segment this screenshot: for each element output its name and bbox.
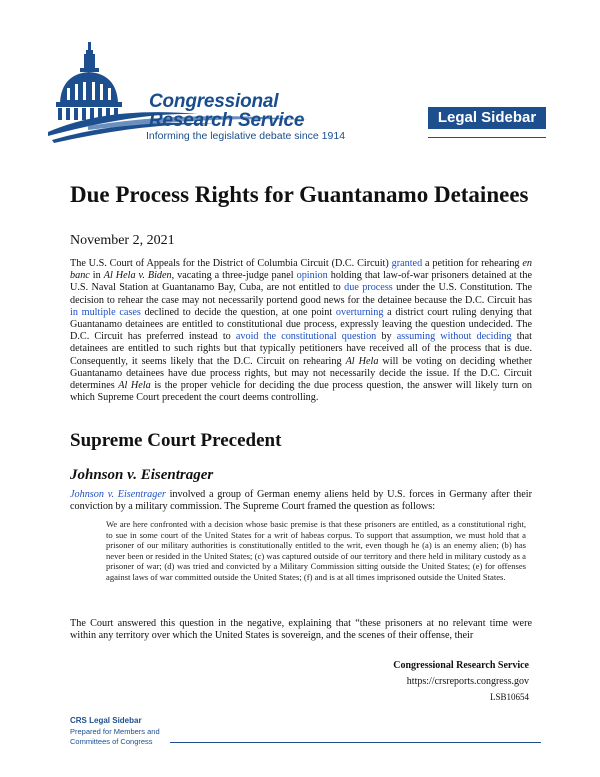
case-name: Al Hela: [345, 355, 379, 367]
case-name: Al Hela v. Biden: [103, 270, 172, 282]
org-name-line1: Congressional: [149, 91, 279, 112]
footer-prepared-line1: Prepared for Members and: [70, 727, 160, 736]
link-avoid-constitutional-question[interactable]: avoid the constitutional question: [235, 331, 377, 343]
footer-url[interactable]: https://crsreports.congress.gov: [406, 676, 529, 687]
text: by: [376, 331, 397, 343]
text-italic: en banc: [70, 258, 532, 282]
text: The U.S. Court of Appeals for the District of Columbia Circuit (D.C. Circuit): [70, 258, 392, 269]
link-due-process[interactable]: due process: [344, 282, 393, 294]
page-title: Due Process Rights for Guantanamo Detainees: [70, 182, 529, 207]
legal-sidebar-badge: Legal Sidebar: [428, 107, 546, 129]
link-assuming-without-deciding[interactable]: assuming without deciding: [396, 331, 512, 343]
text: that detainees are entitled to such rights but that typically petitioners have received all of the process that is due. Consequently, it seems likely that the D.C. Circuit on rehearing: [70, 331, 532, 367]
footer-report-id: LSB10654: [489, 692, 529, 702]
intro-paragraph: [70, 258, 532, 404]
footer-divider: [170, 742, 541, 743]
case-name: Al Hela: [118, 380, 151, 392]
footer-org: Congressional Research Service: [393, 660, 529, 671]
text: will be voting on deciding whether Guantanamo detainees have due process rights, but may not necessarily decide the issue. If the D.C. Circuit determines: [70, 355, 532, 392]
text: a district court ruling denying that Guantanamo detainees are entitled to constitutional due process, expressly leaving the question undecided. The D.C. Circuit has preferred instead to: [70, 306, 532, 343]
org-name: [149, 92, 304, 130]
text: in: [89, 270, 104, 282]
subsection-heading: Johnson v. Eisentrager: [70, 467, 214, 483]
text: declined to decide the question, at one point: [140, 306, 336, 318]
text: is the proper vehicle for deciding the due process question, the answer will likely turn on which Supreme Court precedent the court deems controlling.: [70, 380, 533, 404]
section-heading: Supreme Court Precedent: [70, 430, 282, 451]
footer-prepared-line2: Committees of Congress: [70, 737, 153, 746]
org-name-line2: Research Service: [149, 110, 305, 131]
text: under the U.S. Constitution. The decision to rehear the case may not necessarily portend good news for the detainee because the D.C. Circuit has: [70, 282, 532, 306]
court-answer-paragraph: The Court answered this question in the negative, explaining that “these prisoners at no relevant time were within any territory over which the United States is sovereign, and the scenes of their offense, their: [70, 618, 532, 642]
link-overturning[interactable]: overturning: [335, 306, 384, 318]
text: , vacating a three-judge panel: [171, 270, 297, 282]
block-quote: We are here confronted with a decision whose basic premise is that these prisoners are entitled, as a constitutional right, to sue in some court of the United States for a writ of habeas corpus. To support that assumption, we must hold that a prisoner of our military authorities is constitutionally entitled to the writ, even though he (a) is an enemy alien; (b) has never been or resided in the United States; (c) was captured outside of our territory and there held in military custody as a prisoner of war; (d) was tried and convicted by a Military Commission sitting outside the United States; (e) for offenses against laws of war committed outside the United States; (f) and is at all times imprisoned outside the United States.: [106, 519, 526, 582]
link-granted[interactable]: granted: [391, 258, 423, 269]
org-tagline: Informing the legislative debate since 1914: [146, 130, 346, 142]
link-multiple-cases[interactable]: in multiple cases: [70, 306, 141, 318]
text: involved a group of German enemy aliens held by U.S. forces in Germany after their conviction by a military commission. The Supreme Court framed the question as follows:: [70, 489, 532, 513]
link-opinion[interactable]: opinion: [296, 270, 328, 282]
link-johnson-v-eisentrager[interactable]: Johnson v. Eisentrager: [70, 489, 166, 500]
publication-date: November 2, 2021: [70, 233, 175, 248]
text: a petition for rehearing: [422, 258, 523, 269]
text: holding that law-of-war prisoners detained at the U.S. Naval Station at Guantanamo Bay, Cuba, are not entitled to: [70, 270, 532, 294]
footer-series-title: CRS Legal Sidebar: [70, 716, 142, 725]
eisentrager-paragraph: [70, 489, 532, 513]
header-divider: [428, 137, 546, 138]
